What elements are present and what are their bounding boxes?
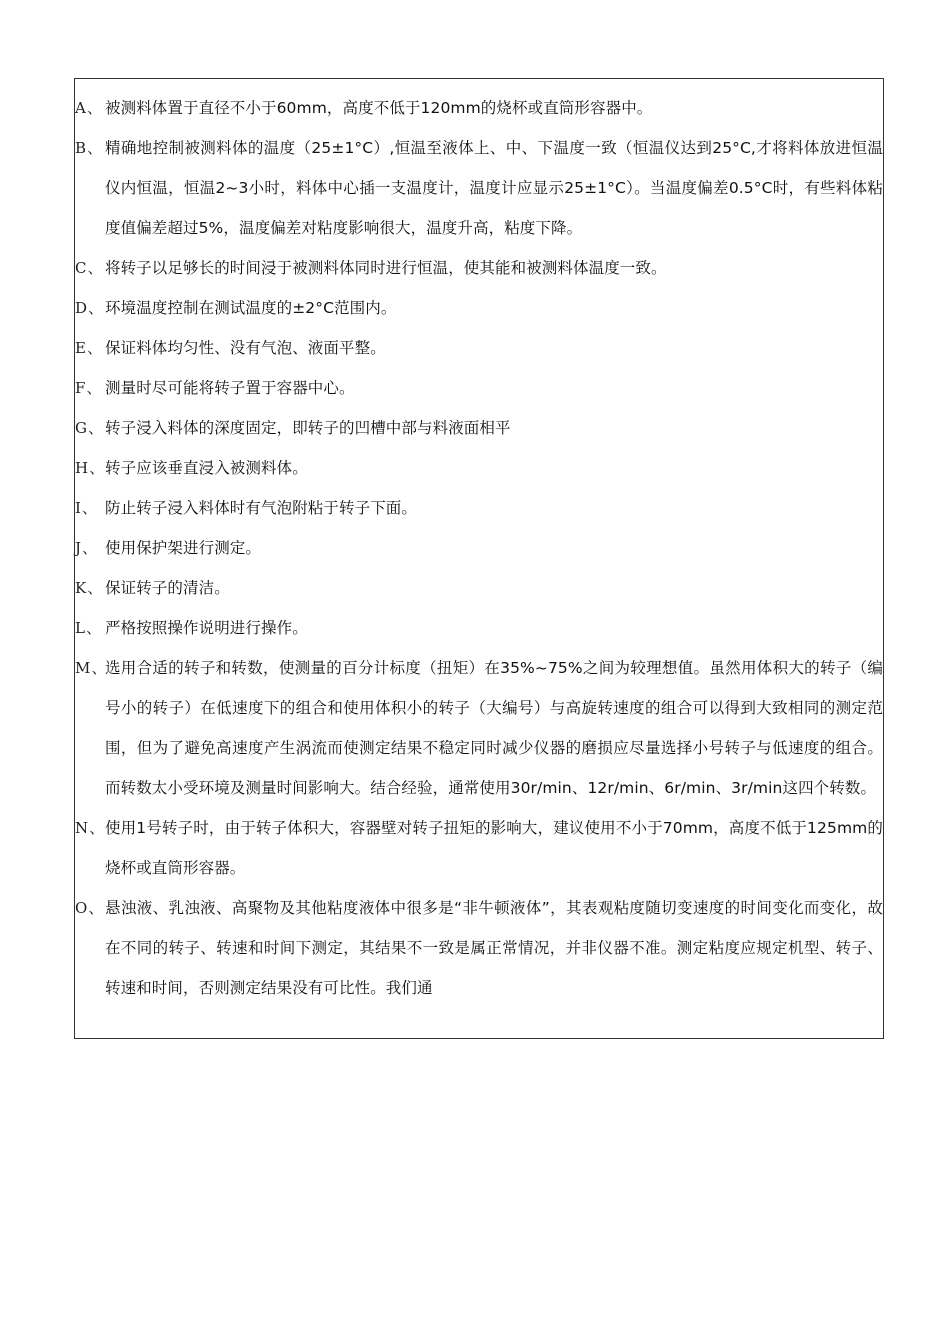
item-marker: G、: [75, 419, 104, 437]
item-marker: N、: [75, 819, 105, 837]
item-text: 将转子以足够长的时间浸于被测料体同时进行恒温，使其能和被测料体温度一致。: [105, 259, 667, 277]
item-marker: F、: [75, 379, 102, 397]
item-marker: M、: [75, 659, 107, 677]
list-item-d: [75, 288, 885, 328]
list-item-l: [75, 608, 885, 648]
item-marker: D、: [75, 299, 104, 317]
item-marker: I、: [75, 499, 98, 517]
item-marker: A、: [75, 99, 103, 117]
list-item-o: [75, 888, 885, 1008]
list-item-n: [75, 808, 885, 888]
list-item-a: [75, 88, 885, 128]
item-text: 转子浸入料体的深度固定，即转子的凹槽中部与料液面相平: [105, 419, 511, 437]
item-text: 选用合适的转子和转数，使测量的百分计标度（扭矩）在35%~75%之间为较理想值。虽然用体积大的转子（编号小的转子）在低速度下的组合和使用体积小的转子（大编号）与高旋转速度的组合可以得到大致相同的测定范围，但为了避免高速度产生涡流而使测定结果不稳定同时减少仪器的磨损应尽量选择小号转子与低速度的组合。而转数太小受环境及测量时间影响大。结合经验，通常使用30r/min、12r/min、6r/min、3r/min这四个转数。: [105, 659, 883, 797]
item-marker: L、: [75, 619, 102, 637]
item-text: 悬浊液、乳浊液、高聚物及其他粘度液体中很多是“非牛顿液体”，其表观粘度随切变速度的时间变化而变化，故在不同的转子、转速和时间下测定，其结果不一致是属正常情况，并非仪器不准。测定粘度应规定机型、转子、转速和时间，否则测定结果没有可比性。我们通: [105, 899, 883, 997]
list-item-k: [75, 568, 885, 608]
list-item-j: [75, 528, 885, 568]
item-text: 保证转子的清洁。: [105, 579, 230, 597]
item-text: 严格按照操作说明进行操作。: [105, 619, 308, 637]
list-item-g: [75, 408, 885, 448]
item-text: 环境温度控制在测试温度的±2°C范围内。: [105, 299, 397, 317]
item-text: 防止转子浸入料体时有气泡附粘于转子下面。: [105, 499, 418, 517]
list-item-m: [75, 648, 885, 808]
document-frame: [74, 78, 884, 1039]
list-item-b: [75, 128, 885, 248]
item-marker: B、: [75, 139, 103, 157]
list-item-c: [75, 248, 885, 288]
list-item-e: [75, 328, 885, 368]
item-marker: E、: [75, 339, 103, 357]
item-marker: J、: [75, 539, 98, 557]
list-item-f: [75, 368, 885, 408]
item-text: 测量时尽可能将转子置于容器中心。: [105, 379, 355, 397]
item-marker: C、: [75, 259, 103, 277]
item-text: 使用1号转子时，由于转子体积大，容器壁对转子扭矩的影响大，建议使用不小于70mm，高度不低于125mm的烧杯或直筒形容器。: [105, 819, 883, 877]
list-item-i: [75, 488, 885, 528]
item-text: 保证料体均匀性、没有气泡、液面平整。: [105, 339, 386, 357]
item-text: 转子应该垂直浸入被测料体。: [105, 459, 308, 477]
item-text: 被测料体置于直径不小于60mm，高度不低于120mm的烧杯或直筒形容器中。: [105, 99, 653, 117]
item-text: 使用保护架进行测定。: [105, 539, 262, 557]
item-marker: H、: [75, 459, 105, 477]
list-item-h: [75, 448, 885, 488]
item-text: 精确地控制被测料体的温度（25±1°C）,恒温至液体上、中、下温度一致（恒温仪达到25°C,才将料体放进恒温仪内恒温，恒温2~3小时，料体中心插一支温度计，温度计应显示25±1°C）。当温度偏差0.5°C时，有些料体粘度值偏差超过5%，温度偏差对粘度影响很大，温度升高，粘度下降。: [105, 139, 883, 237]
item-marker: O、: [75, 899, 104, 917]
precautions-list: [75, 88, 885, 1008]
item-marker: K、: [75, 579, 103, 597]
